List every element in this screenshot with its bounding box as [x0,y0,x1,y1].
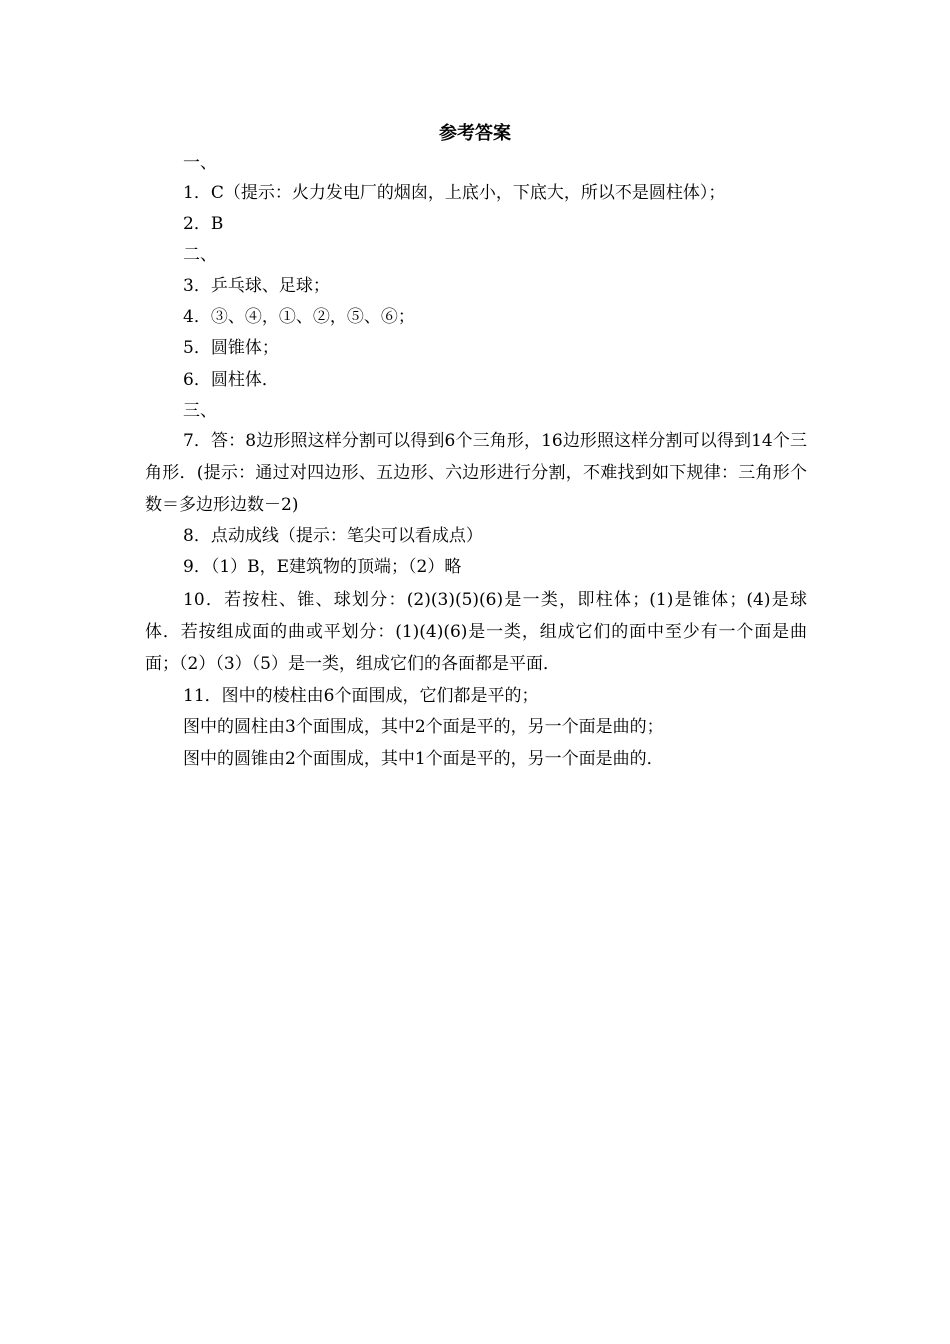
answer-5: 5．圆锥体； [183,338,279,358]
answer-9: 9．（1）B，E建筑物的顶端；（2）略 [183,557,462,577]
section-heading-1: 一、 [183,153,217,173]
answer-11-prism: 11．图中的棱柱由6个面围成，它们都是平的； [183,686,539,706]
answer-3: 3．乒乓球、足球； [183,276,330,296]
answer-8: 8．点动成线（提示：笔尖可以看成点） [183,526,483,546]
answer-10: 10．若按柱、锥、球划分：(2)(3)(5)(6)是一类，即柱体；(1)是锥体；(4)是球体．若按组成面的曲或平划分：(1)(4)(6)是一类，组成它们的面中至少有一个面是曲面；（2）（3）（5）是一类，组成它们的各面都是平面． [145,590,807,674]
answer-11-cylinder: 图中的圆柱由3个面围成，其中2个面是平的，另一个面是曲的； [183,717,664,737]
answer-1: 1．C（提示：火力发电厂的烟囱，上底小，下底大，所以不是圆柱体）； [183,183,726,203]
answer-2: 2．B [183,214,224,234]
page-title: 参考答案 [439,123,511,144]
section-heading-3: 三、 [183,401,217,421]
answer-6: 6．圆柱体． [183,370,279,390]
answer-11-cone: 图中的圆锥由2个面围成，其中1个面是平的，另一个面是曲的． [183,749,664,769]
answer-7: 7．答：8边形照这样分割可以得到6个三角形，16边形照这样分割可以得到14个三角形．(提示：通过对四边形、五边形、六边形进行分割，不难找到如下规律：三角形个数＝多边形边数－2) [145,431,807,515]
answer-4: 4．③、④，①、②，⑤、⑥； [183,307,415,327]
section-heading-2: 二、 [183,245,217,265]
